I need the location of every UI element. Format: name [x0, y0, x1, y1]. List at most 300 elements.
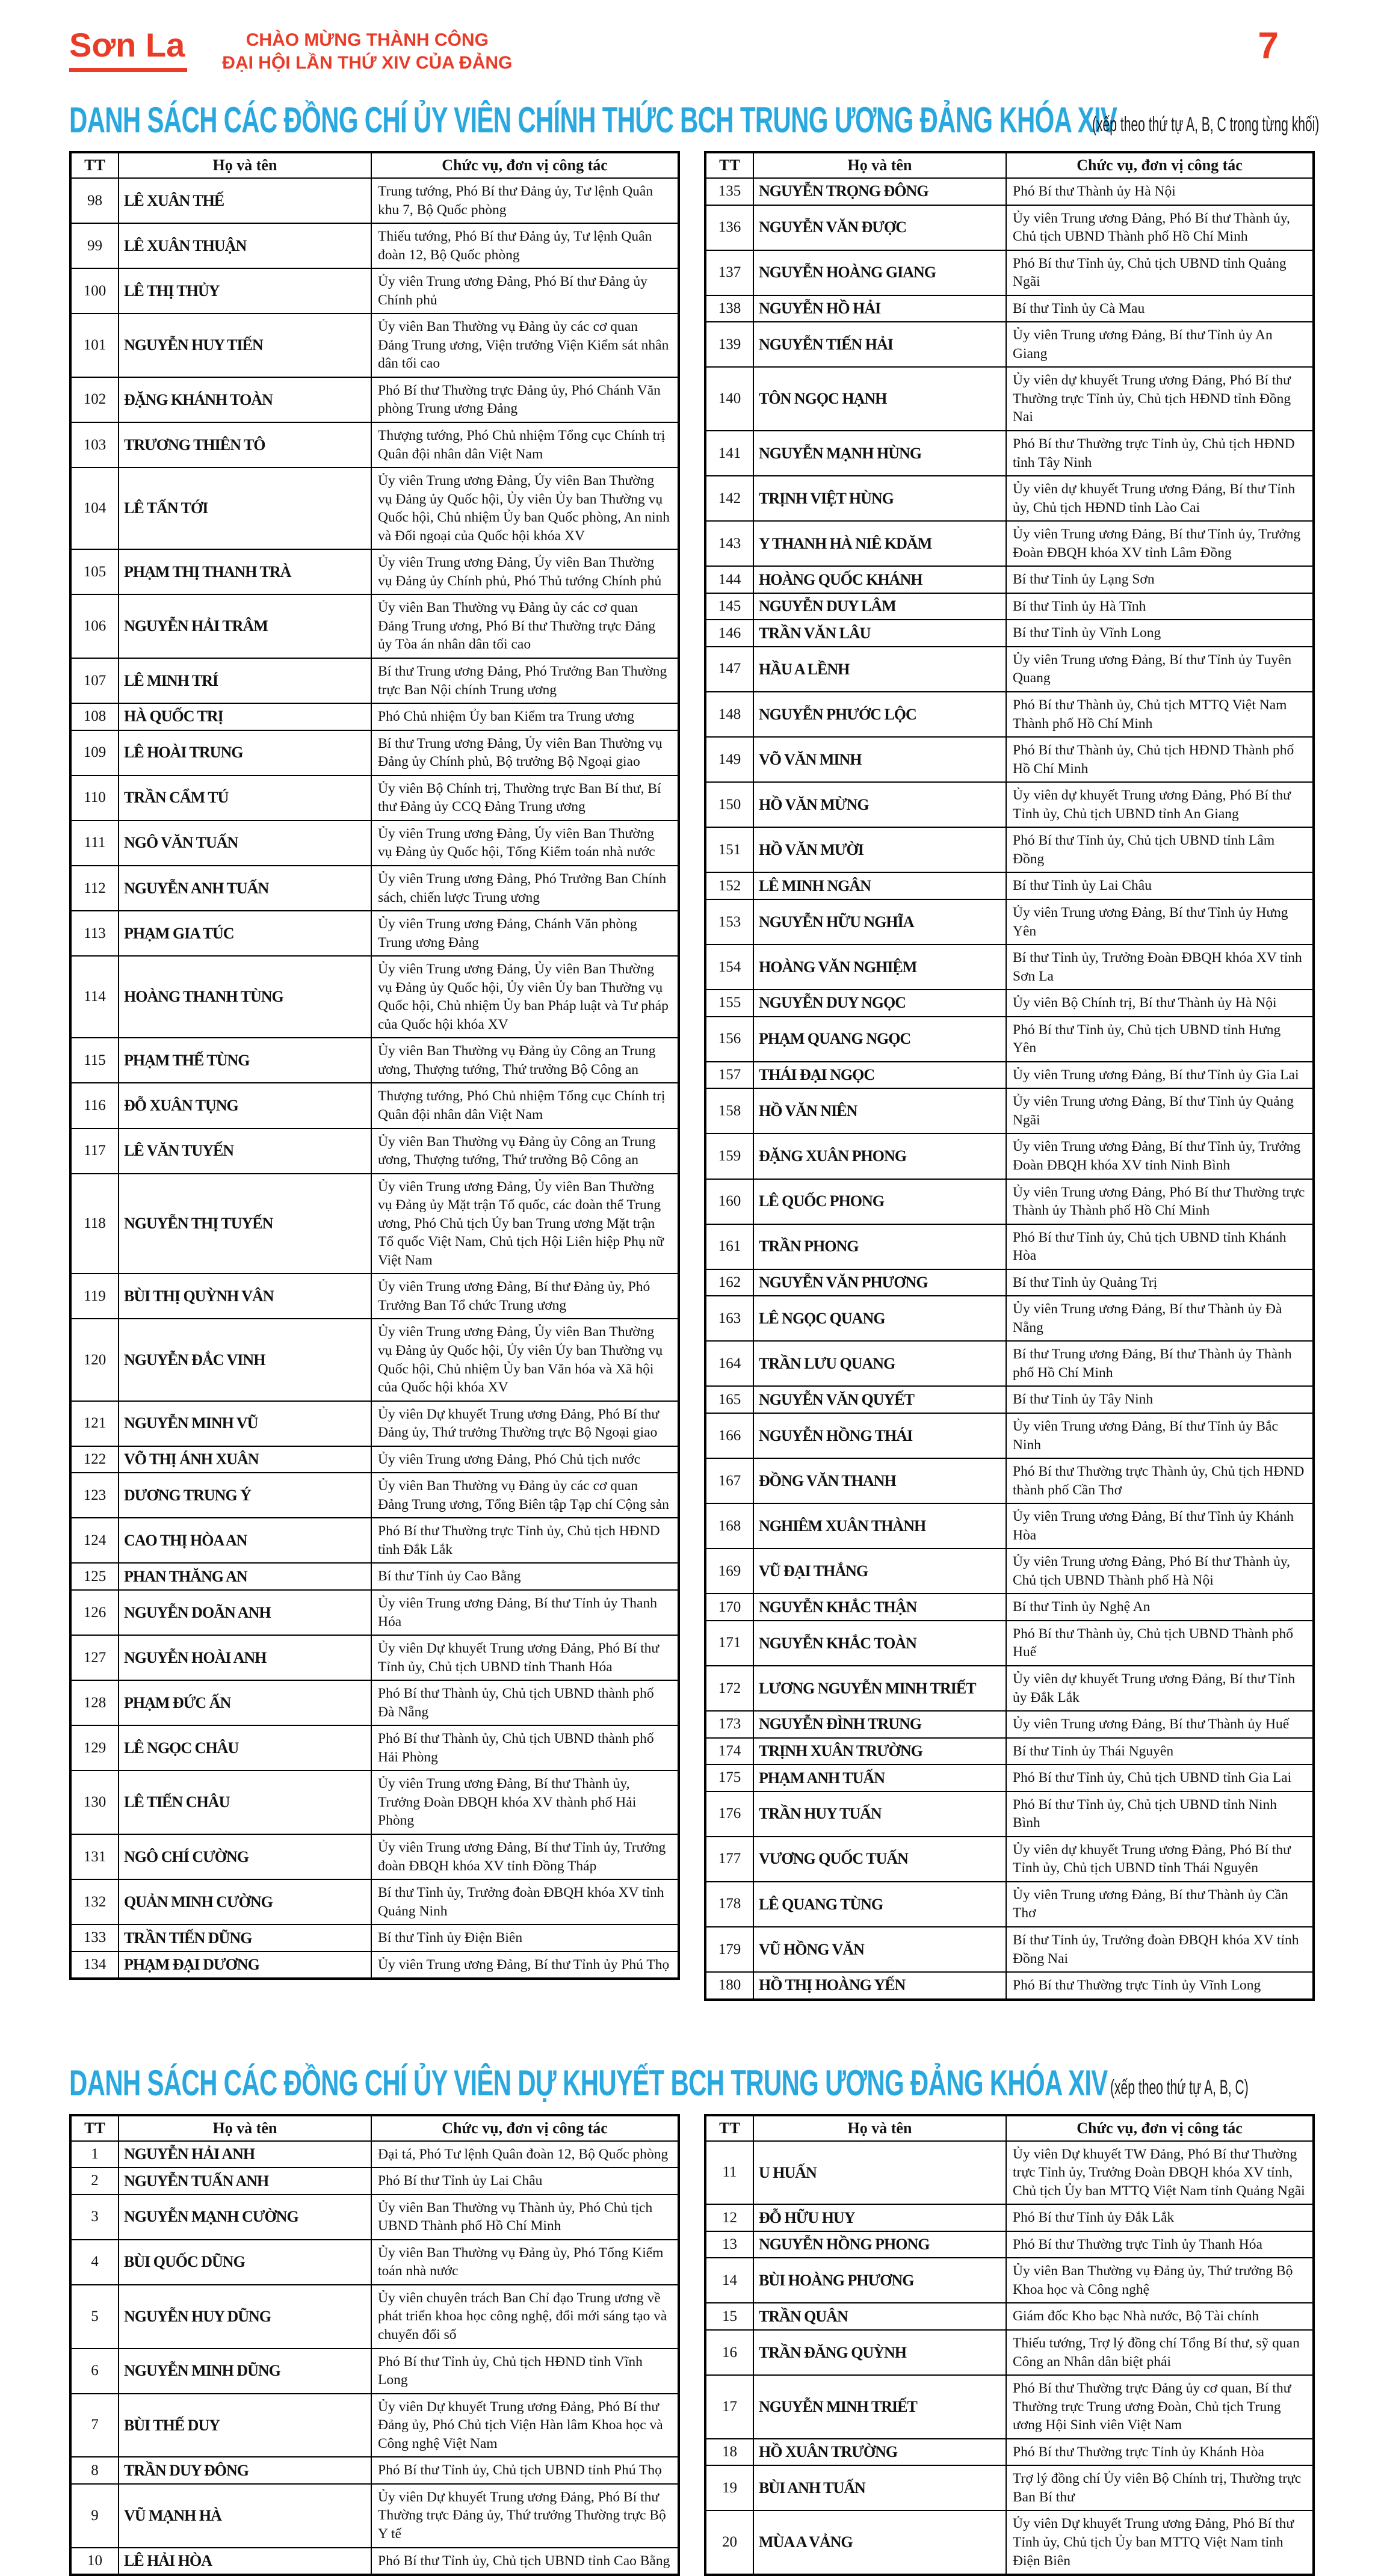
table-row	[705, 1666, 1314, 1711]
table-row	[70, 2168, 679, 2195]
position-cell: Ủy viên Trung ương Đảng, Bí thư Tỉnh ủy Khánh Hòa	[1006, 1503, 1314, 1548]
position-cell: Ủy viên Trung ương Đảng, Bí thư Tỉnh ủy Quảng Ngãi	[1006, 1088, 1314, 1133]
position-cell: Bí thư Tỉnh ủy Quảng Trị	[1006, 1269, 1314, 1296]
tt-cell: 100	[70, 268, 119, 313]
position-cell: Bí thư Tỉnh ủy Cà Mau	[1006, 295, 1314, 322]
tt-cell: 178	[705, 1882, 753, 1927]
name-cell: PHẠM ĐỨC ẤN	[119, 1680, 371, 1725]
name-cell: ĐẶNG KHÁNH TOÀN	[119, 377, 371, 422]
table-row	[705, 2141, 1314, 2205]
position-cell: Ủy viên Trung ương Đảng, Ủy viên Ban Thường vụ Đảng ủy Chính phủ, Phó Thủ tướng Chính phủ	[371, 549, 679, 594]
tt-cell: 126	[70, 1590, 119, 1635]
tt-cell: 170	[705, 1594, 753, 1621]
position-cell: Ủy viên dự khuyết Trung ương Đảng, Phó Bí thư Tỉnh ủy, Chủ tịch UBND tỉnh Thái Nguyên	[1006, 1837, 1314, 1882]
name-cell: NGUYỄN MINH TRIẾT	[753, 2375, 1006, 2439]
tt-cell: 171	[705, 1621, 753, 1666]
table-row	[70, 821, 679, 866]
name-cell: NGUYỄN ĐÌNH TRUNG	[753, 1711, 1006, 1738]
tt-cell: 141	[705, 431, 753, 476]
position-cell: Ủy viên Trung ương Đảng, Bí thư Tỉnh ủy, Trưởng Đoàn ĐBQH khóa XV tỉnh Lâm Đồng	[1006, 521, 1314, 566]
table-header-row	[705, 2115, 1314, 2141]
position-cell: Đại tá, Phó Tư lệnh Quân đoàn 12, Bộ Quốc phòng	[371, 2141, 679, 2168]
position-cell: Ủy viên Trung ương Đảng, Bí thư Tỉnh ủy, Trưởng đoàn ĐBQH khóa XV tỉnh Đồng Tháp	[371, 1834, 679, 1879]
table-row	[705, 1738, 1314, 1765]
position-cell: Bí thư Tỉnh ủy Điện Biên	[371, 1924, 679, 1952]
position-cell: Ủy viên Ban Thường vụ Đảng ủy, Phó Tổng Kiểm toán nhà nước	[371, 2240, 679, 2285]
position-cell: Phó Bí thư Tỉnh ủy, Chủ tịch UBND tỉnh Cao Bằng	[371, 2548, 679, 2575]
name-cell: NGUYỄN THỊ TUYẾN	[119, 1174, 371, 1274]
name-cell: PHẠM THỊ THANH TRÀ	[119, 549, 371, 594]
position-cell: Ủy viên Trung ương Đảng, Phó Bí thư Thường trực Thành ủy Thành phố Hồ Chí Minh	[1006, 1179, 1314, 1224]
name-cell: LÊ HOÀI TRUNG	[119, 730, 371, 775]
table-row	[70, 775, 679, 821]
column-header: Họ và tên	[753, 2115, 1006, 2141]
table-row	[705, 620, 1314, 647]
table-row	[70, 1319, 679, 1400]
name-cell: THÁI ĐẠI NGỌC	[753, 1062, 1006, 1089]
name-cell: U HUẤN	[753, 2141, 1006, 2205]
name-cell: NGUYỄN VĂN ĐƯỢC	[753, 205, 1006, 250]
position-cell: Thiếu tướng, Trợ lý đồng chí Tổng Bí thư, sỹ quan Công an Nhân dân biệt phái	[1006, 2330, 1314, 2375]
newspaper-logo: Sơn La	[69, 28, 187, 72]
table-row	[705, 1882, 1314, 1927]
position-cell: Bí thư Tỉnh ủy, Trưởng Đoàn ĐBQH khóa XV tỉnh Sơn La	[1006, 944, 1314, 990]
name-cell: PHẠM ANH TUẤN	[753, 1764, 1006, 1792]
table-row	[705, 250, 1314, 295]
name-cell: LÊ HẢI HÒA	[119, 2548, 371, 2575]
tt-cell: 17	[705, 2375, 753, 2439]
tt-cell: 135	[705, 178, 753, 205]
tt-cell: 173	[705, 1711, 753, 1738]
name-cell: ĐỖ XUÂN TỤNG	[119, 1083, 371, 1128]
name-cell: NGUYỄN DUY NGỌC	[753, 990, 1006, 1017]
name-cell: PHẠM GIA TÚC	[119, 911, 371, 956]
tt-cell: 124	[70, 1518, 119, 1563]
table-row	[705, 1296, 1314, 1341]
tt-cell: 122	[70, 1446, 119, 1473]
tt-cell: 151	[705, 827, 753, 872]
tt-cell: 158	[705, 1088, 753, 1133]
tt-cell: 164	[705, 1341, 753, 1386]
tt-cell: 107	[70, 658, 119, 703]
position-cell: Ủy viên Trung ương Đảng, Bí thư Tỉnh ủy Tuyên Quang	[1006, 647, 1314, 692]
tt-cell: 160	[705, 1179, 753, 1224]
position-cell: Trợ lý đồng chí Ủy viên Bộ Chính trị, Thường trực Ban Bí thư	[1006, 2465, 1314, 2510]
tt-cell: 131	[70, 1834, 119, 1879]
tt-cell: 116	[70, 1083, 119, 1128]
position-cell: Ủy viên dự khuyết Trung ương Đảng, Bí thư Tỉnh ủy, Chủ tịch HĐND tỉnh Lào Cai	[1006, 476, 1314, 521]
section2-title-wrap	[69, 2060, 1110, 2106]
tt-cell: 134	[70, 1952, 119, 1979]
position-cell: Ủy viên Ban Thường vụ Đảng ủy, Thứ trưởng Bộ Khoa học và Công nghệ	[1006, 2258, 1314, 2303]
table-row	[705, 2330, 1314, 2375]
table-row	[70, 1563, 679, 1590]
position-cell: Phó Bí thư Thành ủy, Chủ tịch UBND thành phố Hải Phòng	[371, 1725, 679, 1770]
table-row	[70, 658, 679, 703]
position-cell: Phó Bí thư Tỉnh ủy, Chủ tịch UBND tỉnh Hưng Yên	[1006, 1017, 1314, 1062]
tt-cell: 123	[70, 1473, 119, 1518]
tt-cell: 109	[70, 730, 119, 775]
table-row	[70, 377, 679, 422]
name-cell: DƯƠNG TRUNG Ý	[119, 1473, 371, 1518]
position-cell: Bí thư Tỉnh ủy Hà Tĩnh	[1006, 593, 1314, 620]
table-row	[705, 1413, 1314, 1458]
name-cell: NGUYỄN HOÀI ANH	[119, 1635, 371, 1680]
name-cell: LÊ MINH TRÍ	[119, 658, 371, 703]
tt-cell: 102	[70, 377, 119, 422]
name-cell: HỒ XUÂN TRƯỜNG	[753, 2439, 1006, 2466]
alternate-members-table-right	[704, 2114, 1315, 2576]
table-row	[705, 737, 1314, 782]
table-row	[705, 1179, 1314, 1224]
table-row	[705, 295, 1314, 322]
name-cell: LÊ XUÂN THUẬN	[119, 223, 371, 268]
tt-cell: 133	[70, 1924, 119, 1952]
name-cell: NGUYỄN HỒ HẢI	[753, 295, 1006, 322]
column-header: Chức vụ, đơn vị công tác	[1006, 152, 1314, 178]
table-row	[70, 1952, 679, 1979]
name-cell: LÊ NGỌC CHÂU	[119, 1725, 371, 1770]
table-row	[705, 2375, 1314, 2439]
table-row	[70, 549, 679, 594]
column-header: Chức vụ, đơn vị công tác	[1006, 2115, 1314, 2141]
name-cell: ĐỖ HỮU HUY	[753, 2204, 1006, 2231]
name-cell: NGÔ CHÍ CƯỜNG	[119, 1834, 371, 1879]
table-row	[70, 1834, 679, 1879]
table-row	[70, 178, 679, 223]
column-header: TT	[705, 152, 753, 178]
name-cell: NGUYỄN PHƯỚC LỘC	[753, 692, 1006, 737]
tt-cell: 12	[705, 2204, 753, 2231]
name-cell: VÕ VĂN MINH	[753, 737, 1006, 782]
name-cell: LÊ QUANG TÙNG	[753, 1882, 1006, 1927]
position-cell: Ủy viên dự khuyết Trung ương Đảng, Phó Bí thư Tỉnh ủy, Chủ tịch UBND tỉnh An Giang	[1006, 782, 1314, 827]
section1-title: DANH SÁCH CÁC ĐỒNG CHÍ ỦY VIÊN CHÍNH THỨC BCH TRUNG ƯƠNG ĐẢNG KHÓA XIV	[69, 100, 1117, 140]
tt-cell: 121	[70, 1401, 119, 1446]
table-row	[70, 1518, 679, 1563]
tt-cell: 154	[705, 944, 753, 990]
position-cell: Phó Bí thư Thường trực Tỉnh ủy Khánh Hòa	[1006, 2439, 1314, 2466]
tt-cell: 146	[705, 620, 753, 647]
table-row	[70, 1770, 679, 1834]
table-row	[70, 1446, 679, 1473]
tt-cell: 142	[705, 476, 753, 521]
position-cell: Ủy viên Ban Thường vụ Đảng ủy Công an Trung ương, Thượng tướng, Thứ trưởng Bộ Công an	[371, 1038, 679, 1083]
tt-cell: 145	[705, 593, 753, 620]
tt-cell: 165	[705, 1386, 753, 1413]
tt-cell: 101	[70, 313, 119, 377]
tt-cell: 99	[70, 223, 119, 268]
position-cell: Phó Bí thư Thành ủy, Chủ tịch MTTQ Việt Nam Thành phố Hồ Chí Minh	[1006, 692, 1314, 737]
position-cell: Ủy viên Trung ương Đảng, Bí thư Tỉnh ủy Gia Lai	[1006, 1062, 1314, 1089]
name-cell: LÊ XUÂN THẾ	[119, 178, 371, 223]
name-cell: HỒ VĂN NIÊN	[753, 1088, 1006, 1133]
position-cell: Ủy viên Ban Thường vụ Đảng ủy các cơ quan Đảng Trung ương, Viện trưởng Viện Kiểm sát nhân dân tối cao	[371, 313, 679, 377]
table-row	[705, 2231, 1314, 2258]
column-header: Chức vụ, đơn vị công tác	[371, 152, 679, 178]
column-header: TT	[70, 152, 119, 178]
position-cell: Ủy viên Trung ương Đảng, Bí thư Tỉnh ủy An Giang	[1006, 322, 1314, 367]
tt-cell: 153	[705, 899, 753, 944]
position-cell: Phó Bí thư Tỉnh ủy, Chủ tịch UBND tỉnh Phú Thọ	[371, 2457, 679, 2484]
name-cell: HOÀNG THANH TÙNG	[119, 956, 371, 1038]
table-row	[70, 1274, 679, 1319]
position-cell: Phó Bí thư Tỉnh ủy, Chủ tịch UBND tỉnh Quảng Ngãi	[1006, 250, 1314, 295]
tt-cell: 3	[70, 2195, 119, 2240]
position-cell: Phó Bí thư Tỉnh ủy, Chủ tịch HĐND tỉnh Vĩnh Long	[371, 2349, 679, 2394]
table-row	[705, 1503, 1314, 1548]
name-cell: NGUYỄN HỒNG THÁI	[753, 1413, 1006, 1458]
table-row	[705, 205, 1314, 250]
name-cell: TRẦN QUÂN	[753, 2303, 1006, 2330]
position-cell: Phó Bí thư Thường trực Thành ủy, Chủ tịch HĐND thành phố Cần Thơ	[1006, 1458, 1314, 1503]
table-row	[70, 911, 679, 956]
table-row	[705, 692, 1314, 737]
table-row	[70, 1924, 679, 1952]
position-cell: Ủy viên Trung ương Đảng, Ủy viên Ban Thường vụ Đảng ủy Quốc hội, Ủy viên Ủy ban Thường vụ Quốc hội, Chủ nhiệm Ủy ban Quốc phòng, An ninh và Đối ngoại của Quốc hội khóa XV	[371, 467, 679, 549]
section2-title-row	[69, 2043, 1315, 2106]
name-cell: VŨ ĐẠI THẮNG	[753, 1548, 1006, 1594]
section2-tables	[69, 2114, 1315, 2576]
position-cell: Ủy viên Trung ương Đảng, Chánh Văn phòng Trung ương Đảng	[371, 911, 679, 956]
name-cell: TRẦN VĂN LÂU	[753, 620, 1006, 647]
table-row	[705, 2204, 1314, 2231]
position-cell: Ủy viên dự khuyết Trung ương Đảng, Bí thư Tỉnh ủy Đắk Lắk	[1006, 1666, 1314, 1711]
table-row	[705, 2439, 1314, 2466]
slogan-line-2: ĐẠI HỘI LẦN THỨ XIV CỦA ĐẢNG	[222, 52, 513, 73]
tt-cell: 167	[705, 1458, 753, 1503]
name-cell: VÕ THỊ ÁNH XUÂN	[119, 1446, 371, 1473]
table-row	[70, 2484, 679, 2548]
table-row	[705, 1792, 1314, 1837]
tt-cell: 174	[705, 1738, 753, 1765]
table-row	[705, 1458, 1314, 1503]
position-cell: Phó Bí thư Tỉnh ủy, Chủ tịch UBND tỉnh Ninh Bình	[1006, 1792, 1314, 1837]
name-cell: LƯƠNG NGUYỄN MINH TRIẾT	[753, 1666, 1006, 1711]
position-cell: Phó Bí thư Thành ủy, Chủ tịch UBND Thành phố Huế	[1006, 1621, 1314, 1666]
table-row	[705, 647, 1314, 692]
tt-cell: 159	[705, 1133, 753, 1179]
position-cell: Ủy viên Trung ương Đảng, Phó Trưởng Ban Chính sách, chiến lược Trung ương	[371, 866, 679, 911]
position-cell: Thượng tướng, Phó Chủ nhiệm Tổng cục Chính trị Quân đội nhân dân Việt Nam	[371, 422, 679, 467]
table-row	[705, 1837, 1314, 1882]
name-cell: QUẢN MINH CƯỜNG	[119, 1879, 371, 1924]
table-row	[70, 223, 679, 268]
tt-cell: 150	[705, 782, 753, 827]
name-cell: NGUYỄN HẢI ANH	[119, 2141, 371, 2168]
table-row	[70, 1473, 679, 1518]
position-cell: Ủy viên Trung ương Đảng, Bí thư Đảng ủy, Phó Trưởng Ban Tổ chức Trung ương	[371, 1274, 679, 1319]
tt-cell: 15	[705, 2303, 753, 2330]
name-cell: LÊ NGỌC QUANG	[753, 1296, 1006, 1341]
name-cell: NGUYỄN TIẾN HẢI	[753, 322, 1006, 367]
name-cell: NGUYỄN HẢI TRÂM	[119, 594, 371, 658]
tt-cell: 137	[705, 250, 753, 295]
tt-cell: 168	[705, 1503, 753, 1548]
tt-cell: 175	[705, 1764, 753, 1792]
table-row	[70, 594, 679, 658]
table-row	[705, 521, 1314, 566]
tt-cell: 9	[70, 2484, 119, 2548]
table-row	[705, 1341, 1314, 1386]
name-cell: PHẠM ĐẠI DƯƠNG	[119, 1952, 371, 1979]
position-cell: Phó Bí thư Thường trực Tỉnh ủy, Chủ tịch HĐND tỉnh Tây Ninh	[1006, 431, 1314, 476]
name-cell: PHẠM THẾ TÙNG	[119, 1038, 371, 1083]
section1-title-note: (xếp theo thứ tự A, B, C trong từng khối)	[1092, 113, 1320, 136]
position-cell: Phó Bí thư Tỉnh ủy, Chủ tịch UBND tỉnh Khánh Hòa	[1006, 1224, 1314, 1269]
position-cell: Ủy viên Ban Thường vụ Đảng ủy Công an Trung ương, Thượng tướng, Thứ trưởng Bộ Công an	[371, 1129, 679, 1174]
tt-cell: 130	[70, 1770, 119, 1834]
section2-right-column	[704, 2114, 1315, 2576]
tt-cell: 148	[705, 692, 753, 737]
name-cell: LÊ TẤN TỚI	[119, 467, 371, 549]
position-cell: Ủy viên Trung ương Đảng, Bí thư Thành ủy Huế	[1006, 1711, 1314, 1738]
name-cell: HOÀNG VĂN NGHIỆM	[753, 944, 1006, 990]
table-row	[70, 1174, 679, 1274]
position-cell: Ủy viên Trung ương Đảng, Bí thư Tỉnh ủy, Trưởng Đoàn ĐBQH khóa XV tỉnh Ninh Bình	[1006, 1133, 1314, 1179]
position-cell: Phó Chủ nhiệm Ủy ban Kiểm tra Trung ương	[371, 703, 679, 730]
position-cell: Phó Bí thư Thường trực Tỉnh ủy Vĩnh Long	[1006, 1972, 1314, 2000]
name-cell: NGUYỄN MINH DŨNG	[119, 2349, 371, 2394]
tt-cell: 157	[705, 1062, 753, 1089]
name-cell: NGUYỄN ANH TUẤN	[119, 866, 371, 911]
table-row	[70, 1401, 679, 1446]
name-cell: NGÔ VĂN TUẤN	[119, 821, 371, 866]
table-header-row	[70, 152, 679, 178]
position-cell: Ủy viên Trung ương Đảng, Bí thư Tỉnh ủy Bắc Ninh	[1006, 1413, 1314, 1458]
tt-cell: 169	[705, 1548, 753, 1594]
name-cell: BÙI ANH TUẤN	[753, 2465, 1006, 2510]
tt-cell: 105	[70, 549, 119, 594]
tt-cell: 136	[705, 205, 753, 250]
table-header-row	[70, 2115, 679, 2141]
position-cell: Ủy viên Trung ương Đảng, Phó Bí thư Thành ủy, Chủ tịch UBND Thành phố Hà Nội	[1006, 1548, 1314, 1594]
slogan-line-1: CHÀO MỪNG THÀNH CÔNG	[246, 30, 489, 50]
name-cell: NGUYỄN MẠNH HÙNG	[753, 431, 1006, 476]
position-cell: Phó Bí thư Thường trực Đảng ủy cơ quan, Bí thư Thường trực Trung ương Đoàn, Chủ tịch Trung ương Hội Sinh viên Việt Nam	[1006, 2375, 1314, 2439]
name-cell: Y THANH HÀ NIÊ KDĂM	[753, 521, 1006, 566]
name-cell: LÊ MINH NGÂN	[753, 872, 1006, 899]
name-cell: HỒ THỊ HOÀNG YẾN	[753, 1972, 1006, 2000]
tt-cell: 176	[705, 1792, 753, 1837]
masthead	[69, 25, 1315, 74]
position-cell: Ủy viên Trung ương Đảng, Ủy viên Ban Thường vụ Đảng ủy Quốc hội, Ủy viên Ủy ban Thường vụ Quốc hội, Chủ nhiệm Ủy ban Pháp luật và Tư pháp của Quốc hội khóa XV	[371, 956, 679, 1038]
table-row	[705, 1972, 1314, 2000]
tt-cell: 129	[70, 1725, 119, 1770]
tt-cell: 138	[705, 295, 753, 322]
table-header-row	[705, 152, 1314, 178]
name-cell: VŨ HỒNG VĂN	[753, 1927, 1006, 1972]
name-cell: NGHIÊM XUÂN THÀNH	[753, 1503, 1006, 1548]
tt-cell: 120	[70, 1319, 119, 1400]
tt-cell: 147	[705, 647, 753, 692]
table-row	[705, 367, 1314, 431]
position-cell: Bí thư Tỉnh ủy, Trưởng đoàn ĐBQH khóa XV tỉnh Đồng Nai	[1006, 1927, 1314, 1972]
masthead-slogan	[222, 29, 512, 74]
tt-cell: 152	[705, 872, 753, 899]
section2-title: DANH SÁCH CÁC ĐỒNG CHÍ ỦY VIÊN DỰ KHUYẾT BCH TRUNG ƯƠNG ĐẢNG KHÓA XIV	[69, 2062, 1108, 2103]
tt-cell: 114	[70, 956, 119, 1038]
tt-cell: 11	[705, 2141, 753, 2205]
position-cell: Thiếu tướng, Phó Bí thư Đảng ủy, Tư lệnh Quân đoàn 12, Bộ Quốc phòng	[371, 223, 679, 268]
name-cell: NGUYỄN KHẮC THẬN	[753, 1594, 1006, 1621]
tt-cell: 18	[705, 2439, 753, 2466]
name-cell: TRẦN HUY TUẤN	[753, 1792, 1006, 1837]
name-cell: TRỊNH XUÂN TRƯỜNG	[753, 1738, 1006, 1765]
name-cell: NGUYỄN HỒNG PHONG	[753, 2231, 1006, 2258]
official-members-table-right	[704, 151, 1315, 2001]
name-cell: TRẦN CẨM TÚ	[119, 775, 371, 821]
name-cell: NGUYỄN HOÀNG GIANG	[753, 250, 1006, 295]
position-cell: Ủy viên Trung ương Đảng, Bí thư Tỉnh ủy Hưng Yên	[1006, 899, 1314, 944]
table-row	[705, 1133, 1314, 1179]
position-cell: Ủy viên Trung ương Đảng, Bí thư Thành ủy Đà Nẵng	[1006, 1296, 1314, 1341]
table-row	[70, 2457, 679, 2484]
name-cell: LÊ VĂN TUYẾN	[119, 1129, 371, 1174]
position-cell: Phó Bí thư Thường trực Tỉnh ủy Thanh Hóa	[1006, 2231, 1314, 2258]
position-cell: Ủy viên Trung ương Đảng, Ủy viên Ban Thường vụ Đảng ủy Quốc hội, Ủy viên Ủy ban Thường vụ Quốc hội, Chủ nhiệm Ủy ban Văn hóa và Xã hội của Quốc hội khóa XV	[371, 1319, 679, 1400]
table-row	[70, 956, 679, 1038]
table-row	[705, 322, 1314, 367]
table-row	[705, 2465, 1314, 2510]
official-members-table-left	[69, 151, 680, 1980]
section2-left-column	[69, 2114, 680, 2576]
column-header: Họ và tên	[753, 152, 1006, 178]
position-cell: Ủy viên Trung ương Đảng, Ủy viên Ban Thường vụ Đảng ủy Quốc hội, Tổng Kiểm toán nhà nước	[371, 821, 679, 866]
table-row	[705, 2510, 1314, 2575]
name-cell: NGUYỄN MINH VŨ	[119, 1401, 371, 1446]
column-header: Họ và tên	[119, 152, 371, 178]
name-cell: HẦU A LỀNH	[753, 647, 1006, 692]
tt-cell: 163	[705, 1296, 753, 1341]
table-row	[70, 313, 679, 377]
table-row	[705, 593, 1314, 620]
table-row	[705, 1764, 1314, 1792]
table-row	[705, 1711, 1314, 1738]
name-cell: NGUYỄN ĐẮC VINH	[119, 1319, 371, 1400]
position-cell: Phó Bí thư Thường trực Tỉnh ủy, Chủ tịch HĐND tỉnh Đắk Lắk	[371, 1518, 679, 1563]
section-official-members	[69, 80, 1320, 2001]
name-cell: NGUYỄN VĂN QUYẾT	[753, 1386, 1006, 1413]
position-cell: Bí thư Tỉnh ủy Cao Bằng	[371, 1563, 679, 1590]
name-cell: HỒ VĂN MƯỜI	[753, 827, 1006, 872]
name-cell: TÔN NGỌC HẠNH	[753, 367, 1006, 431]
tt-cell: 2	[70, 2168, 119, 2195]
table-row	[705, 944, 1314, 990]
tt-cell: 149	[705, 737, 753, 782]
tt-cell: 98	[70, 178, 119, 223]
position-cell: Ủy viên Dự khuyết Trung ương Đảng, Phó Bí thư Tỉnh ủy, Chủ tịch Ủy ban MTTQ Việt Nam tỉnh Điện Biên	[1006, 2510, 1314, 2575]
tt-cell: 119	[70, 1274, 119, 1319]
table-row	[70, 2141, 679, 2168]
tt-cell: 161	[705, 1224, 753, 1269]
position-cell: Phó Bí thư Thành ủy Hà Nội	[1006, 178, 1314, 205]
position-cell: Bí thư Tỉnh ủy Vĩnh Long	[1006, 620, 1314, 647]
table-row	[70, 1680, 679, 1725]
tt-cell: 13	[705, 2231, 753, 2258]
tt-cell: 103	[70, 422, 119, 467]
position-cell: Bí thư Tỉnh ủy, Trưởng đoàn ĐBQH khóa XV tỉnh Quảng Ninh	[371, 1879, 679, 1924]
tt-cell: 118	[70, 1174, 119, 1274]
tt-cell: 19	[705, 2465, 753, 2510]
name-cell: NGUYỄN VĂN PHƯƠNG	[753, 1269, 1006, 1296]
table-row	[705, 566, 1314, 593]
position-cell: Ủy viên dự khuyết Trung ương Đảng, Phó Bí thư Thường trực Tỉnh ủy, Chủ tịch HĐND tỉnh Đồng Nai	[1006, 367, 1314, 431]
tt-cell: 7	[70, 2394, 119, 2457]
name-cell: ĐỒNG VĂN THANH	[753, 1458, 1006, 1503]
tt-cell: 179	[705, 1927, 753, 1972]
name-cell: BÙI THỊ QUỲNH VÂN	[119, 1274, 371, 1319]
